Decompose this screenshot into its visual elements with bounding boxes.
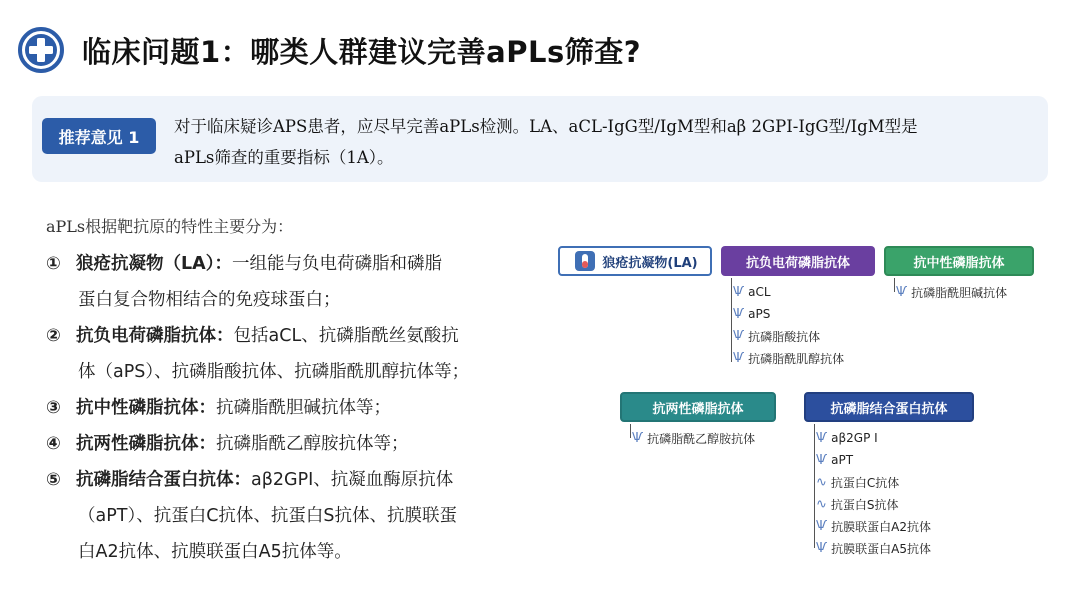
sub-item: Ѱ aPS (733, 306, 771, 322)
sub-item: Ѱ aβ2GP I (816, 430, 878, 446)
antibody-icon: Ѱ (733, 328, 745, 344)
connector-line (630, 424, 631, 438)
point-text: 一组能与负电荷磷脂和磷脂 (231, 254, 442, 274)
antibody-icon: Ѱ (896, 284, 908, 300)
point-2 (46, 318, 536, 390)
antibody-icon: Ѱ (733, 350, 745, 366)
point-text-cont: 白A2抗体、抗膜联蛋白A5抗体等。 (78, 542, 352, 562)
connector-line (814, 424, 815, 548)
point-text-cont: 体（aPS）、抗磷脂酸抗体、抗磷脂酰肌醇抗体等； (78, 362, 470, 382)
slide-header (18, 24, 641, 76)
point-heading: 抗两性磷脂抗体： (76, 434, 216, 454)
protein-icon: ∿ (816, 474, 827, 490)
medical-plus-icon (18, 27, 64, 73)
sub-item: Ѱ aPT (816, 452, 854, 468)
point-heading: 狼疮抗凝物（LA）： (76, 254, 232, 274)
category-amphoteric: 抗两性磷脂抗体 (620, 392, 776, 422)
point-text: 抗磷脂酰胆碱抗体等； (216, 398, 391, 418)
sub-item: ∿ 抗蛋白S抗体 (816, 496, 899, 512)
point-4 (46, 426, 536, 462)
point-number: ③ (46, 398, 61, 418)
test-tube-icon (572, 250, 598, 272)
antibody-icon: Ѱ (733, 284, 745, 300)
point-heading: 抗负电荷磷脂抗体： (76, 326, 234, 346)
point-text-cont: 蛋白复合物相结合的免疫球蛋白； (78, 290, 341, 310)
sub-item: Ѱ 抗膜联蛋白A2抗体 (816, 518, 931, 534)
connector-line (731, 278, 732, 362)
sub-item: ∿ 抗蛋白C抗体 (816, 474, 900, 490)
sub-item: Ѱ 抗膜联蛋白A5抗体 (816, 540, 931, 556)
antibody-icon: Ѱ (632, 430, 644, 446)
sub-item: Ѱ 抗磷脂酰胆碱抗体 (896, 284, 1008, 300)
point-5 (46, 462, 536, 570)
category-neutral: 抗中性磷脂抗体 (884, 246, 1034, 276)
antibody-icon: Ѱ (816, 540, 828, 556)
category-la: 狼疮抗凝物(LA) (558, 246, 712, 276)
point-text: aβ2GPI、抗凝血酶原抗体 (251, 470, 454, 490)
antibody-icon: Ѱ (816, 452, 828, 468)
antibody-icon: Ѱ (816, 518, 828, 534)
recommendation-text (174, 111, 1034, 173)
category-negative: 抗负电荷磷脂抗体 (721, 246, 875, 276)
antibody-icon: Ѱ (816, 430, 828, 446)
point-number: ① (46, 254, 61, 274)
recommendation-line-2: aPLs筛查的重要指标（1A）。 (174, 148, 394, 167)
point-text-cont: （aPT）、抗蛋白C抗体、抗蛋白S抗体、抗膜联蛋 (78, 506, 458, 526)
point-number: ⑤ (46, 470, 61, 490)
antibody-icon: Ѱ (733, 306, 745, 322)
point-number: ② (46, 326, 61, 346)
intro-text: aPLs根据靶抗原的特性主要分为： (46, 217, 294, 236)
recommendation-box (32, 96, 1048, 182)
recommendation-line-1: 对于临床疑诊APS患者，应尽早完善aPLs检测。LA、aCL-IgG型/IgM型和aβ 2GPI-IgG型/IgM型是 (174, 117, 918, 136)
category-binding-protein: 抗磷脂结合蛋白抗体 (804, 392, 974, 422)
point-heading: 抗中性磷脂抗体： (76, 398, 216, 418)
point-3 (46, 390, 536, 426)
classification-diagram (558, 236, 1038, 576)
point-text: 包括aCL、抗磷脂酰丝氨酸抗 (233, 326, 459, 346)
point-heading: 抗磷脂结合蛋白抗体： (76, 470, 251, 490)
sub-item: Ѱ aCL (733, 284, 771, 300)
point-text: 抗磷脂酰乙醇胺抗体等； (216, 434, 409, 454)
connector-line (894, 278, 895, 292)
recommendation-badge: 推荐意见 1 (42, 118, 156, 154)
protein-icon: ∿ (816, 496, 827, 512)
sub-item: Ѱ 抗磷脂酰乙醇胺抗体 (632, 430, 756, 446)
sub-item: Ѱ 抗磷脂酰肌醇抗体 (733, 350, 845, 366)
point-1 (46, 246, 536, 318)
sub-item: Ѱ 抗磷脂酸抗体 (733, 328, 821, 344)
point-number: ④ (46, 434, 61, 454)
page-title: 临床问题1：哪类人群建议完善aPLs筛查? (82, 34, 642, 69)
